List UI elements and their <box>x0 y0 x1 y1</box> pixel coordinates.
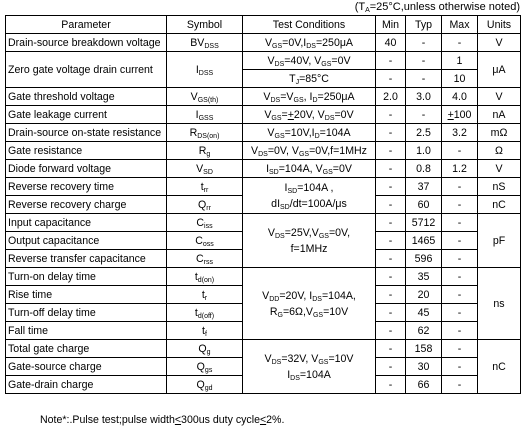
unit-value: mΩ <box>478 124 521 142</box>
min-value: - <box>376 340 406 358</box>
max-value: - <box>442 376 478 394</box>
min-value: - <box>376 142 406 160</box>
table-row <box>6 52 521 70</box>
test-condition: $T_J=85^\circ C$ <box>243 70 376 88</box>
test-condition: $V_{GS}=10V,I_D=104A$ <box>243 124 376 142</box>
max-value: 1 <box>442 52 478 70</box>
max-value: - <box>442 142 478 160</box>
table-row <box>6 88 521 106</box>
param-name: Output capacitance <box>6 232 167 250</box>
unit-value: V <box>478 88 521 106</box>
min-value: - <box>376 106 406 124</box>
unit-value: nC <box>478 196 521 214</box>
header-typ: Typ <box>406 16 442 34</box>
test-condition: $V_{GS}=0V,I_{DS}=250\mu A$ <box>243 34 376 52</box>
param-name: Reverse transfer capacitance <box>6 250 167 268</box>
typ-value: 5712 <box>406 214 442 232</box>
test-condition: $V_{DS}=25V,V_{GS}=0V$, f=1MHz <box>243 214 376 268</box>
param-symbol: $C_{oss}$ <box>167 232 243 250</box>
typ-value: 62 <box>406 322 442 340</box>
param-symbol: $t_{d(on)}$ <box>167 268 243 286</box>
header-parameter: Parameter <box>6 16 167 34</box>
header-min: Min <box>376 16 406 34</box>
test-condition: $I_{SD}=104A$, $V_{GS}=0V$ <box>243 160 376 178</box>
typ-value: 1.0 <box>406 142 442 160</box>
test-condition: $V_{GS}=+20V$, $V_{DS}=0V$ <box>243 106 376 124</box>
typ-value: - <box>406 70 442 88</box>
footnote: Note*:.Pulse test;pulse width<300us duty cycle<2%. <box>40 414 285 426</box>
table-row <box>6 160 521 178</box>
param-symbol: $BV_{DSS}$ <box>167 34 243 52</box>
max-value: - <box>442 268 478 286</box>
unit-value: pF <box>478 214 521 268</box>
typ-value: 2.5 <box>406 124 442 142</box>
param-name: Turn-on delay time <box>6 268 167 286</box>
typ-value: 37 <box>406 178 442 196</box>
unit-value: V <box>478 160 521 178</box>
param-name: Reverse recovery time <box>6 178 167 196</box>
typ-value: 3.0 <box>406 88 442 106</box>
max-value: - <box>442 340 478 358</box>
param-name: Gate-source charge <box>6 358 167 376</box>
min-value: - <box>376 70 406 88</box>
typ-value: 0.8 <box>406 160 442 178</box>
param-symbol: $t_r$ <box>167 286 243 304</box>
param-symbol: $C_{rss}$ <box>167 250 243 268</box>
unit-value: nS <box>478 178 521 196</box>
table-row <box>6 106 521 124</box>
param-symbol: $I_{GSS}$ <box>167 106 243 124</box>
min-value: 40 <box>376 34 406 52</box>
test-condition: $V_{DD}=20V$, $I_{DS}=104A$, $R_G=6\Omega,V_{GS}=10V$ <box>243 268 376 340</box>
unit-value: ns <box>478 268 521 340</box>
param-name: Total gate charge <box>6 340 167 358</box>
max-value: - <box>442 178 478 196</box>
typ-value: 1465 <box>406 232 442 250</box>
min-value: - <box>376 358 406 376</box>
min-value: - <box>376 52 406 70</box>
min-value: - <box>376 376 406 394</box>
max-value: - <box>442 358 478 376</box>
max-value: 4.0 <box>442 88 478 106</box>
min-value: - <box>376 304 406 322</box>
param-name: Turn-off delay time <box>6 304 167 322</box>
min-value: - <box>376 268 406 286</box>
min-value: 2.0 <box>376 88 406 106</box>
param-name: Gate leakage current <box>6 106 167 124</box>
max-value: - <box>442 322 478 340</box>
param-symbol: $R_{DS(on)}$ <box>167 124 243 142</box>
test-condition: $V_{DS}=32V$, $V_{GS}=10V$ $I_{DS}=104A$ <box>243 340 376 394</box>
table-row <box>6 178 521 196</box>
param-symbol: $Q_{gs}$ <box>167 358 243 376</box>
min-value: - <box>376 178 406 196</box>
param-symbol: $Q_{rr}$ <box>167 196 243 214</box>
header-symbol: Symbol <box>167 16 243 34</box>
table-row <box>6 34 521 52</box>
table-row <box>6 214 521 232</box>
test-condition: $I_{SD}=104A$ , $dI_{SD}/dt=100A/\mu s$ <box>243 178 376 214</box>
typ-value: 60 <box>406 196 442 214</box>
max-value: - <box>442 214 478 232</box>
max-value: +100 <box>442 106 478 124</box>
param-name: Input capacitance <box>6 214 167 232</box>
param-name: Diode forward voltage <box>6 160 167 178</box>
typ-value: - <box>406 34 442 52</box>
table-row <box>6 340 521 358</box>
param-symbol: $t_{rr}$ <box>167 178 243 196</box>
unit-value: Ω <box>478 142 521 160</box>
min-value: - <box>376 286 406 304</box>
min-value: - <box>376 250 406 268</box>
max-value: 10 <box>442 70 478 88</box>
param-name: Fall time <box>6 322 167 340</box>
table-row <box>6 268 521 286</box>
unit-value: nC <box>478 340 521 394</box>
max-value: - <box>442 196 478 214</box>
typ-value: 30 <box>406 358 442 376</box>
max-value: - <box>442 232 478 250</box>
param-name: Drain-source breakdown voltage <box>6 34 167 52</box>
min-value: - <box>376 196 406 214</box>
param-name: Zero gate voltage drain current <box>6 52 167 88</box>
min-value: - <box>376 124 406 142</box>
header-row <box>6 16 521 34</box>
min-value: - <box>376 160 406 178</box>
param-name: Gate threshold voltage <box>6 88 167 106</box>
param-name: Drain-source on-state resistance <box>6 124 167 142</box>
param-symbol: $t_{d(off)}$ <box>167 304 243 322</box>
conditions-note: ($T_A=25^\circ C,unless$ otherwise noted) <box>354 1 520 14</box>
min-value: - <box>376 322 406 340</box>
unit-value: nA <box>478 106 521 124</box>
typ-value: 66 <box>406 376 442 394</box>
param-symbol: $C_{iss}$ <box>167 214 243 232</box>
header-unit: Units <box>478 16 521 34</box>
unit-value: V <box>478 34 521 52</box>
test-condition: $V_{DS}=40V$, $V_{GS}=0V$ <box>243 52 376 70</box>
header-test-conditions: Test Conditions <box>243 16 376 34</box>
param-symbol: $I_{DSS}$ <box>167 52 243 88</box>
table-row <box>6 124 521 142</box>
typ-value: 596 <box>406 250 442 268</box>
param-symbol: $t_f$ <box>167 322 243 340</box>
electrical-characteristics-table <box>5 15 521 394</box>
param-symbol: $Q_g$ <box>167 340 243 358</box>
param-symbol: $V_{GS(th)}$ <box>167 88 243 106</box>
typ-value: - <box>406 52 442 70</box>
param-name: Rise time <box>6 286 167 304</box>
typ-value: - <box>406 106 442 124</box>
test-condition: $V_{DS}=0V$, $V_{GS}=0V,f=1MHz$ <box>243 142 376 160</box>
param-name: Gate resistance <box>6 142 167 160</box>
typ-value: 20 <box>406 286 442 304</box>
min-value: - <box>376 214 406 232</box>
unit-value: μA <box>478 52 521 88</box>
test-condition: $V_{DS}=V_{GS}$, $I_D=250\mu A$ <box>243 88 376 106</box>
param-symbol: $R_g$ <box>167 142 243 160</box>
max-value: - <box>442 304 478 322</box>
max-value: 1.2 <box>442 160 478 178</box>
typ-value: 158 <box>406 340 442 358</box>
param-symbol: $V_{SD}$ <box>167 160 243 178</box>
max-value: - <box>442 34 478 52</box>
param-symbol: $Q_{gd}$ <box>167 376 243 394</box>
header-max: Max <box>442 16 478 34</box>
max-value: - <box>442 250 478 268</box>
max-value: - <box>442 286 478 304</box>
typ-value: 35 <box>406 268 442 286</box>
max-value: 3.2 <box>442 124 478 142</box>
table-row <box>6 142 521 160</box>
param-name: Gate-drain charge <box>6 376 167 394</box>
param-name: Reverse recovery charge <box>6 196 167 214</box>
typ-value: 45 <box>406 304 442 322</box>
min-value: - <box>376 232 406 250</box>
